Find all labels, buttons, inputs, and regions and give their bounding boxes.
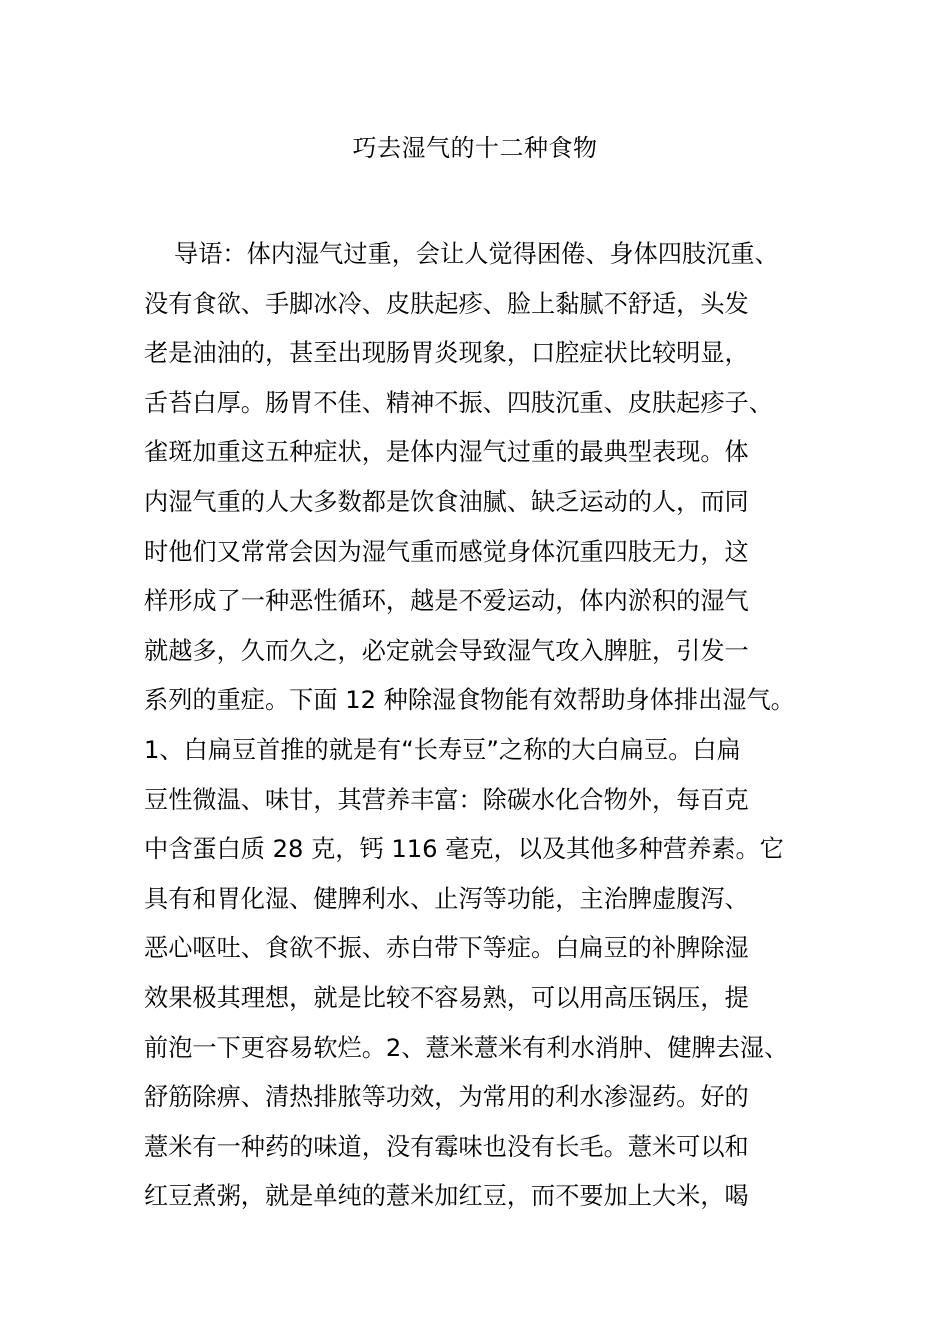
body-line: 雀斑加重这五种症状，是体内湿气过重的最典型表现。体 [144, 438, 749, 467]
document-body [144, 230, 824, 1222]
body-line: 时他们又常常会因为湿气重而感觉身体沉重四肢无力，这 [144, 537, 749, 566]
body-line: 舒筋除痹、清热排脓等功效，为常用的利水渗湿药。好的 [144, 1083, 749, 1112]
body-line: 中含蛋白质 28 克，钙 116 毫克，以及其他多种营养素。它 [144, 835, 784, 864]
body-line: 1、白扁豆首推的就是有“长寿豆”之称的大白扁豆。白扁 [144, 735, 741, 764]
body-line: 系列的重症。下面 12 种除湿食物能有效帮助身体排出湿气。 [144, 686, 795, 715]
body-line: 恶心呕吐、食欲不振、赤白带下等症。白扁豆的补脾除湿 [144, 934, 749, 963]
body-line: 红豆煮粥，就是单纯的薏米加红豆，而不要加上大米，喝 [144, 1182, 749, 1211]
body-line: 舌苔白厚。肠胃不佳、精神不振、四肢沉重、皮肤起疹子、 [144, 388, 773, 417]
body-line: 前泡一下更容易软烂。2、薏米薏米有利水消肿、健脾去湿、 [144, 1033, 789, 1062]
body-line: 没有食欲、手脚冰冷、皮肤起疹、脸上黏腻不舒适，头发 [144, 289, 749, 318]
body-line: 老是油油的，甚至出现肠胃炎现象，口腔症状比较明显， [144, 339, 749, 368]
document-title: 巧去湿气的十二种食物 [352, 134, 598, 162]
body-line: 就越多，久而久之，必定就会导致湿气攻入脾脏，引发一 [144, 636, 749, 665]
body-line: 具有和胃化湿、健脾利水、止泻等功能，主治脾虚腹泻、 [144, 884, 749, 913]
body-line: 内湿气重的人大多数都是饮食油腻、缺乏运动的人，而同 [144, 487, 749, 516]
body-line: 薏米有一种药的味道，没有霉味也没有长毛。薏米可以和 [144, 1132, 749, 1161]
body-line: 豆性微温、味甘，其营养丰富：除碳水化合物外，每百克 [144, 785, 749, 814]
body-line: 效果极其理想，就是比较不容易熟，可以用高压锅压，提 [144, 983, 749, 1012]
body-line: 样形成了一种恶性循环，越是不爱运动，体内淤积的湿气 [144, 587, 749, 616]
body-line: 导语：体内湿气过重，会让人觉得困倦、身体四肢沉重、 [174, 240, 779, 268]
